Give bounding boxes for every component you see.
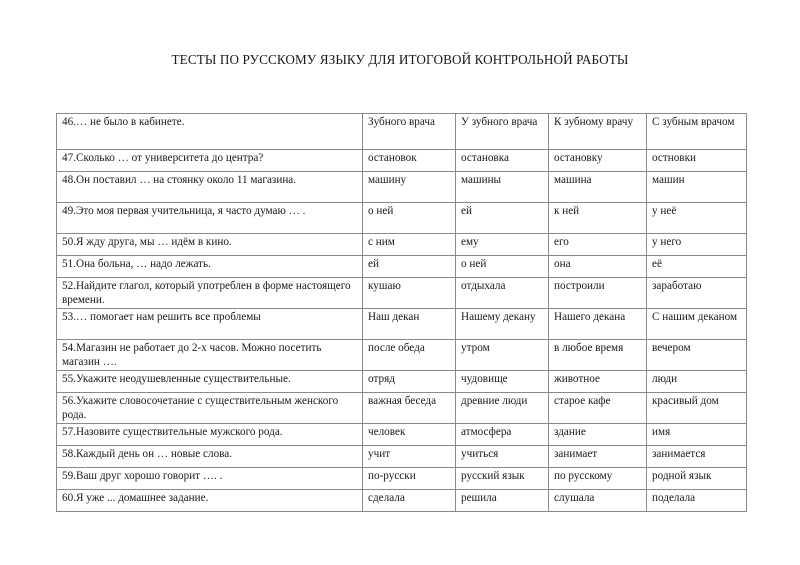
answer-option: у него [647,234,747,256]
answer-option: она [549,256,647,278]
question-row [57,393,747,424]
question-text: 47.Сколько … от университета до центра? [57,150,363,172]
answer-option: Нашему декану [456,309,549,340]
answer-option: чудовище [456,371,549,393]
question-text: 53.… помогает нам решить все проблемы [57,309,363,340]
answer-option: его [549,234,647,256]
answer-option: её [647,256,747,278]
question-text: 56.Укажите словосочетание с существительным женского рода. [57,393,363,424]
answer-option: учиться [456,446,549,468]
answer-option: утром [456,340,549,371]
answer-option: К зубному врачу [549,114,647,150]
question-row [57,150,747,172]
question-text: 49.Это моя первая учительница, я часто думаю … . [57,203,363,234]
answer-option: занимает [549,446,647,468]
answer-option: Нашего декана [549,309,647,340]
answer-option: решила [456,490,549,512]
answer-option: ему [456,234,549,256]
question-row [57,172,747,203]
answer-option: отряд [363,371,456,393]
question-text: 46.… не было в кабинете. [57,114,363,150]
answer-option: атмосфера [456,424,549,446]
question-row [57,490,747,512]
answer-option: к ней [549,203,647,234]
answer-option: машина [549,172,647,203]
answer-option: человек [363,424,456,446]
answer-option: поделала [647,490,747,512]
question-row [57,234,747,256]
question-row [57,278,747,309]
question-row [57,446,747,468]
question-text: 52.Найдите глагол, который употреблен в форме настоящего времени. [57,278,363,309]
answer-option: важная беседа [363,393,456,424]
answer-option: старое кафе [549,393,647,424]
question-text: 55.Укажите неодушевленные существительные. [57,371,363,393]
question-row [57,424,747,446]
answer-option: остановка [456,150,549,172]
question-text: 57.Назовите существительные мужского рода. [57,424,363,446]
question-text: 48.Он поставил … на стоянку около 11 магазина. [57,172,363,203]
question-row [57,340,747,371]
answer-option: в любое время [549,340,647,371]
answer-option: сделала [363,490,456,512]
answer-option: С зубным врачом [647,114,747,150]
answer-option: с ним [363,234,456,256]
answer-option: занимается [647,446,747,468]
answer-option: после обеда [363,340,456,371]
answer-option: заработаю [647,278,747,309]
question-row [57,468,747,490]
question-row [57,371,747,393]
question-row [57,309,747,340]
answer-option: красивый дом [647,393,747,424]
answer-option: люди [647,371,747,393]
answer-option: построили [549,278,647,309]
answer-option: машину [363,172,456,203]
answer-option: русский язык [456,468,549,490]
document-title: ТЕСТЫ ПО РУССКОМУ ЯЗЫКУ ДЛЯ ИТОГОВОЙ КОНТРОЛЬНОЙ РАБОТЫ [171,52,629,67]
answer-option: остановок [363,150,456,172]
answer-option: у неё [647,203,747,234]
question-row [57,203,747,234]
question-text: 50.Я жду друга, мы … идём в кино. [57,234,363,256]
answer-option: машины [456,172,549,203]
answer-option: кушаю [363,278,456,309]
question-text: 60.Я уже ... домашнее задание. [57,490,363,512]
answer-option: остновки [647,150,747,172]
answer-option: ей [363,256,456,278]
answer-option: родной язык [647,468,747,490]
answer-option: древние люди [456,393,549,424]
answer-option: по русскому [549,468,647,490]
answer-option: животное [549,371,647,393]
quiz-table [56,113,747,512]
question-row [57,114,747,150]
question-row [57,256,747,278]
answer-option: о ней [363,203,456,234]
answer-option: о ней [456,256,549,278]
answer-option: по-русски [363,468,456,490]
answer-option: отдыхала [456,278,549,309]
answer-option: У зубного врача [456,114,549,150]
answer-option: Зубного врача [363,114,456,150]
answer-option: ей [456,203,549,234]
answer-option: слушала [549,490,647,512]
question-text: 59.Ваш друг хорошо говорит …. . [57,468,363,490]
answer-option: остановку [549,150,647,172]
answer-option: учит [363,446,456,468]
answer-option: вечером [647,340,747,371]
question-text: 58.Каждый день он … новые слова. [57,446,363,468]
answer-option: машин [647,172,747,203]
answer-option: С нашим деканом [647,309,747,340]
answer-option: имя [647,424,747,446]
answer-option: здание [549,424,647,446]
question-text: 51.Она больна, … надо лежать. [57,256,363,278]
answer-option: Наш декан [363,309,456,340]
question-text: 54.Магазин не работает до 2-х часов. Можно посетить магазин …. [57,340,363,371]
